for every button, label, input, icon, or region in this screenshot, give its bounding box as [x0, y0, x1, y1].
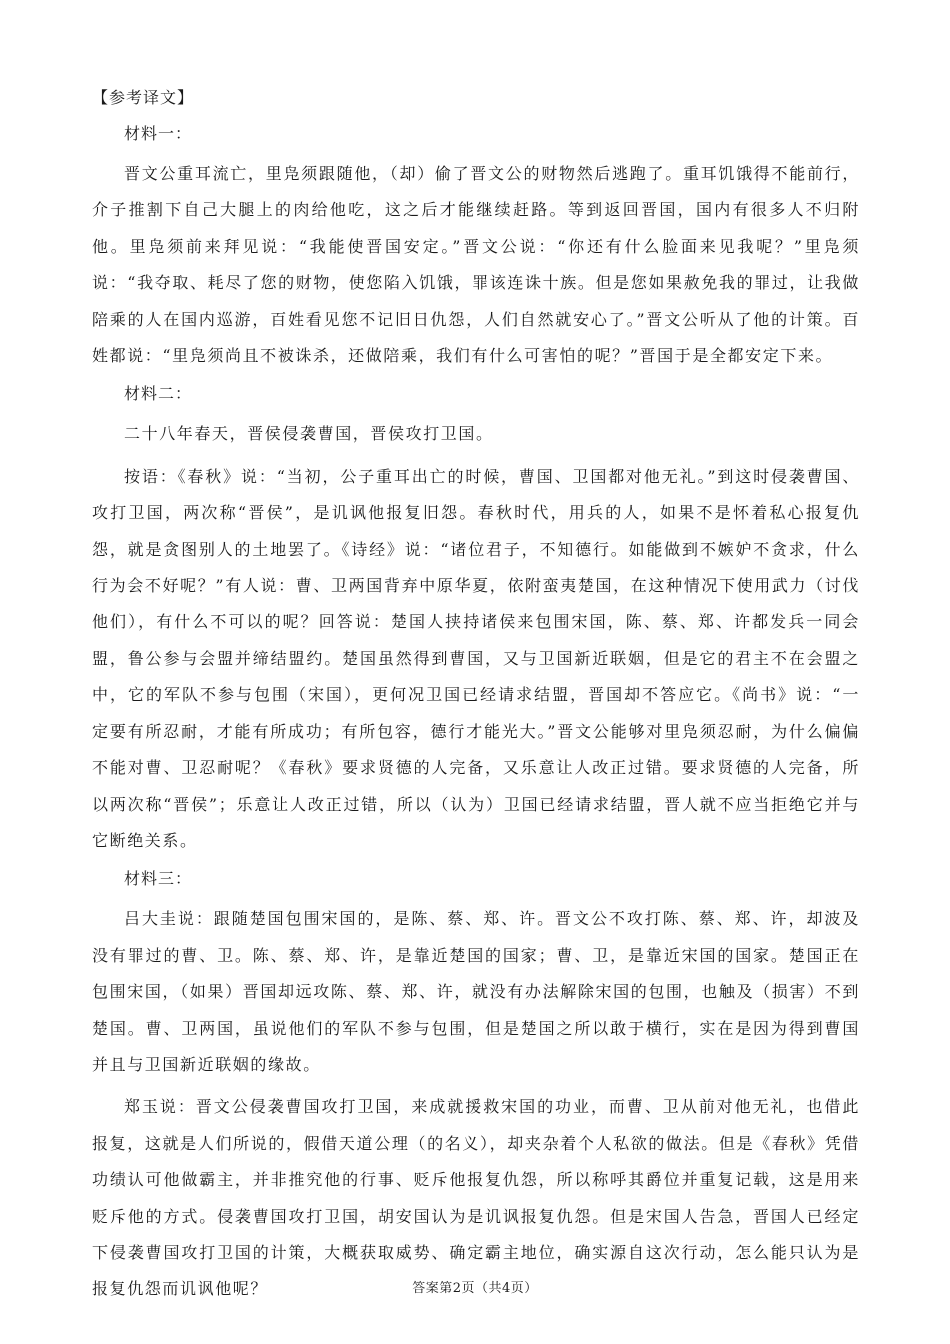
section-heading: 【参考译文】 — [92, 88, 195, 107]
material-one — [92, 120, 860, 374]
material-one-label: 材料一： — [124, 124, 193, 143]
material-two-paragraph-2: 按语：《春秋》说：“当初，公子重耳出亡的时候，曹国、卫国都对他无礼。”到这时侵袭曹国、攻打卫国，两次称“晋侯”，是讥讽他报复旧怨。春秋时代，用兵的人，如果不是怀着私心报复仇怨，就是贪图别人的土地罢了。《诗经》说：“诸位君子，不知德行。如能做到不嫉妒不贪求，什么行为会不好呢？”有人说：曹、卫两国背弃中原华夏，依附蛮夷楚国，在这种情况下使用武力（讨伐他们），有什么不可以的呢？回答说：楚国人挟持诸侯来包围宋国，陈、蔡、郑、许都发兵一同会盟，鲁公参与会盟并缔结盟约。楚国虽然得到曹国，又与卫国新近联姻，但是它的君主不在会盟之中，它的军队不参与包围（宋国），更何况卫国已经请求结盟，晋国却不答应它。《尚书》说：“一定要有所忍耐，才能有所成功；有所包容，德行才能光大。”晋文公能够对里凫须忍耐，为什么偏偏不能对曹、卫忍耐呢？《春秋》要求贤德的人完备，又乐意让人改正过错。要求贤德的人完备，所以两次称“晋侯”；乐意让人改正过错，所以（认为）卫国已经请求结盟，晋人就不应当拒绝它并与它断绝关系。 — [92, 466, 860, 850]
document-body — [92, 84, 860, 1314]
material-two-paragraph-1: 二十八年春天，晋侯侵袭曹国，晋侯攻打卫国。 — [124, 424, 494, 444]
material-two-label: 材料二： — [124, 384, 193, 404]
material-two — [92, 380, 860, 859]
material-three-paragraph-1: 吕大圭说：跟随楚国包围宋国的，是陈、蔡、郑、许。晋文公不攻打陈、蔡、郑、许，却波及没有罪过的曹、卫。陈、蔡、郑、许，是靠近楚国的国家；曹、卫，是靠近宋国的国家。楚国正在包围宋国，（如果）晋国却远攻陈、蔡、郑、许，就没有办法解除宋国的包围，也触及（损害）不到楚国。曹、卫两国，虽说他们的军队不参与包围，但是楚国之所以敢于横行，实在是因为得到曹国并且与卫国新近联姻的缘故。 — [92, 909, 860, 1074]
material-three-paragraph-2: 郑玉说：晋文公侵袭曹国攻打卫国，来成就援救宋国的功业，而曹、卫从前对他无礼，也借此报复，这就是人们所说的，假借天道公理（的名义），却夹杂着个人私欲的做法。但是《春秋》凭借功绩认可他做霸主，并非推究他的行事、贬斥他报复仇怨，所以称呼其爵位并重复记载，这是用来贬斥他的方式。侵袭曹国攻打卫国，胡安国认为是讥讽报复仇怨。但是宋国人告急，晋国人已经定下侵袭曹国攻打卫国的计策，大概获取威势、确定霸主地位，确实源自这次行动，怎么能只认为是报复仇怨而讥讽他呢？ — [92, 1097, 860, 1299]
material-three-label: 材料三： — [124, 869, 193, 889]
material-one-paragraph: 晋文公重耳流亡，里凫须跟随他，（却）偷了晋文公的财物然后逃跑了。重耳饥饿得不能前行，介子推割下自己大腿上的肉给他吃，这之后才能继续赶路。等到返回晋国，国内有很多人不归附他。里凫须前来拜见说：“我能使晋国安定。”晋文公说：“你还有什么脸面来见我呢？”里凫须说：“我夺取、耗尽了您的财物，使您陷入饥饿，罪该连诛十族。但是您如果赦免我的罪过，让我做陪乘的人在国内巡游，百姓看见您不记旧日仇怨，人们自然就安心了。”晋文公听从了他的计策。百姓都说：“里凫须尚且不被诛杀，还做陪乘，我们有什么可害怕的呢？”晋国于是全都安定下来。 — [92, 164, 860, 366]
material-three — [92, 865, 860, 1307]
page-footer: 答案第2页（共4页） — [412, 1281, 538, 1296]
